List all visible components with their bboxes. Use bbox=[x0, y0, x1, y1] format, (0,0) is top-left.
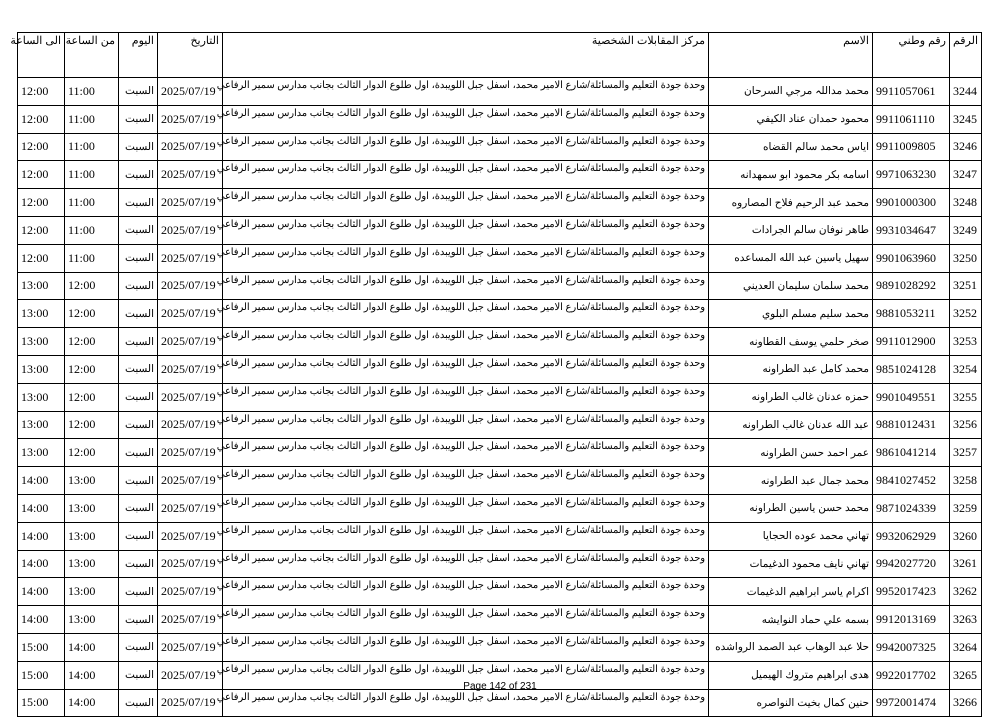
cell-name: عبد الله عدنان غالب الطراونه bbox=[709, 411, 873, 439]
cell-name: طاهر نوفان سالم الجرادات bbox=[709, 216, 873, 244]
cell-name: محمد سليم مسلم البلوي bbox=[709, 300, 873, 328]
table-row bbox=[18, 522, 982, 550]
table-row bbox=[18, 328, 982, 356]
cell-center: وحدة جودة التعليم والمسائلة/شارع الامير محمد، اسفل جبل اللويبدة، اول طلوع الدوار الثالث بجانب مدارس سمير الرفاعي bbox=[223, 133, 709, 161]
cell-no: 3259 bbox=[950, 494, 982, 522]
cell-no: 3258 bbox=[950, 467, 982, 495]
cell-name: عمر احمد حسن الطراونه bbox=[709, 439, 873, 467]
page-footer: Page 142 of 231 bbox=[463, 681, 537, 692]
cell-center: وحدة جودة التعليم والمسائلة/شارع الامير محمد، اسفل جبل اللويبدة، اول طلوع الدوار الثالث بجانب مدارس سمير الرفاعي bbox=[223, 216, 709, 244]
cell-to: 12:00 bbox=[18, 216, 65, 244]
cell-from: 12:00 bbox=[65, 300, 119, 328]
cell-day: السبت bbox=[119, 244, 158, 272]
cell-to: 13:00 bbox=[18, 383, 65, 411]
header-date: التاريخ bbox=[158, 33, 223, 78]
cell-center: وحدة جودة التعليم والمسائلة/شارع الامير محمد، اسفل جبل اللويبدة، اول طلوع الدوار الثالث بجانب مدارس سمير الرفاعي bbox=[223, 439, 709, 467]
cell-name: هدى ابراهيم متروك الهيميل bbox=[709, 661, 873, 689]
cell-to: 15:00 bbox=[18, 689, 65, 717]
cell-center: وحدة جودة التعليم والمسائلة/شارع الامير محمد، اسفل جبل اللويبدة، اول طلوع الدوار الثالث بجانب مدارس سمير الرفاعي bbox=[223, 606, 709, 634]
cell-from: 12:00 bbox=[65, 355, 119, 383]
cell-national-id: 9841027452 bbox=[873, 467, 950, 495]
cell-date: 2025/07/19 bbox=[158, 105, 223, 133]
cell-to: 12:00 bbox=[18, 244, 65, 272]
header-no: الرقم bbox=[950, 33, 982, 78]
cell-name: سهيل ياسين عبد الله المساعده bbox=[709, 244, 873, 272]
header-name: الاسم bbox=[709, 33, 873, 78]
cell-name: محمد عبد الرحيم فلاح المصاروه bbox=[709, 189, 873, 217]
cell-to: 12:00 bbox=[18, 133, 65, 161]
cell-from: 14:00 bbox=[65, 633, 119, 661]
cell-name: محمد مداللہ مرجي السرحان bbox=[709, 78, 873, 106]
cell-no: 3264 bbox=[950, 633, 982, 661]
cell-name: تهاني نايف محمود الدغيمات bbox=[709, 550, 873, 578]
table-row bbox=[18, 550, 982, 578]
cell-no: 3250 bbox=[950, 244, 982, 272]
cell-national-id: 9912013169 bbox=[873, 606, 950, 634]
cell-no: 3253 bbox=[950, 328, 982, 356]
cell-name: اكرام ياسر ابراهيم الدغيمات bbox=[709, 578, 873, 606]
cell-center: وحدة جودة التعليم والمسائلة/شارع الامير محمد، اسفل جبل اللويبدة، اول طلوع الدوار الثالث بجانب مدارس سمير الرفاعي bbox=[223, 161, 709, 189]
header-from: من الساعة bbox=[65, 33, 119, 78]
header-day: اليوم bbox=[119, 33, 158, 78]
cell-center: وحدة جودة التعليم والمسائلة/شارع الامير محمد، اسفل جبل اللويبدة، اول طلوع الدوار الثالث بجانب مدارس سمير الرفاعي bbox=[223, 633, 709, 661]
cell-from: 13:00 bbox=[65, 467, 119, 495]
cell-date: 2025/07/19 bbox=[158, 578, 223, 606]
cell-day: السبت bbox=[119, 78, 158, 106]
cell-date: 2025/07/19 bbox=[158, 244, 223, 272]
cell-from: 11:00 bbox=[65, 189, 119, 217]
cell-from: 11:00 bbox=[65, 133, 119, 161]
cell-to: 13:00 bbox=[18, 272, 65, 300]
cell-day: السبت bbox=[119, 383, 158, 411]
cell-no: 3256 bbox=[950, 411, 982, 439]
cell-name: محمد سلمان سليمان العديني bbox=[709, 272, 873, 300]
table-body bbox=[18, 78, 982, 717]
cell-day: السبت bbox=[119, 216, 158, 244]
table-row bbox=[18, 189, 982, 217]
cell-center: وحدة جودة التعليم والمسائلة/شارع الامير محمد، اسفل جبل اللويبدة، اول طلوع الدوار الثالث بجانب مدارس سمير الرفاعي bbox=[223, 355, 709, 383]
header-to: الى الساعة bbox=[18, 33, 65, 78]
cell-national-id: 9891028292 bbox=[873, 272, 950, 300]
cell-to: 12:00 bbox=[18, 78, 65, 106]
cell-from: 13:00 bbox=[65, 522, 119, 550]
cell-to: 12:00 bbox=[18, 161, 65, 189]
table-row bbox=[18, 633, 982, 661]
table-row bbox=[18, 606, 982, 634]
cell-date: 2025/07/19 bbox=[158, 272, 223, 300]
cell-date: 2025/07/19 bbox=[158, 606, 223, 634]
cell-name: حمزه عدنان غالب الطراونه bbox=[709, 383, 873, 411]
cell-to: 14:00 bbox=[18, 522, 65, 550]
table-row bbox=[18, 439, 982, 467]
cell-no: 3260 bbox=[950, 522, 982, 550]
cell-date: 2025/07/19 bbox=[158, 467, 223, 495]
cell-no: 3245 bbox=[950, 105, 982, 133]
cell-national-id: 9952017423 bbox=[873, 578, 950, 606]
cell-name: بسمه علي حماد النوايشه bbox=[709, 606, 873, 634]
cell-center: وحدة جودة التعليم والمسائلة/شارع الامير محمد، اسفل جبل اللويبدة، اول طلوع الدوار الثالث بجانب مدارس سمير الرفاعي bbox=[223, 494, 709, 522]
cell-from: 12:00 bbox=[65, 383, 119, 411]
cell-from: 14:00 bbox=[65, 661, 119, 689]
interview-schedule-table bbox=[10, 32, 982, 717]
cell-date: 2025/07/19 bbox=[158, 411, 223, 439]
cell-day: السبت bbox=[119, 161, 158, 189]
cell-no: 3249 bbox=[950, 216, 982, 244]
cell-to: 12:00 bbox=[18, 105, 65, 133]
cell-no: 3265 bbox=[950, 661, 982, 689]
cell-no: 3248 bbox=[950, 189, 982, 217]
table-row bbox=[18, 244, 982, 272]
cell-date: 2025/07/19 bbox=[158, 189, 223, 217]
cell-national-id: 9942027720 bbox=[873, 550, 950, 578]
cell-from: 13:00 bbox=[65, 606, 119, 634]
cell-name: اياس محمد سالم القضاه bbox=[709, 133, 873, 161]
cell-date: 2025/07/19 bbox=[158, 355, 223, 383]
cell-to: 15:00 bbox=[18, 633, 65, 661]
cell-center: وحدة جودة التعليم والمسائلة/شارع الامير محمد، اسفل جبل اللويبدة، اول طلوع الدوار الثالث بجانب مدارس سمير الرفاعي bbox=[223, 689, 709, 717]
cell-from: 11:00 bbox=[65, 161, 119, 189]
cell-no: 3246 bbox=[950, 133, 982, 161]
cell-date: 2025/07/19 bbox=[158, 78, 223, 106]
cell-center: وحدة جودة التعليم والمسائلة/شارع الامير محمد، اسفل جبل اللويبدة، اول طلوع الدوار الثالث بجانب مدارس سمير الرفاعي bbox=[223, 105, 709, 133]
table-row bbox=[18, 300, 982, 328]
table-row bbox=[18, 383, 982, 411]
cell-no: 3261 bbox=[950, 550, 982, 578]
cell-date: 2025/07/19 bbox=[158, 661, 223, 689]
cell-name: تهاني محمد عوده الحجايا bbox=[709, 522, 873, 550]
cell-center: وحدة جودة التعليم والمسائلة/شارع الامير محمد، اسفل جبل اللويبدة، اول طلوع الدوار الثالث بجانب مدارس سمير الرفاعي bbox=[223, 383, 709, 411]
cell-national-id: 9861041214 bbox=[873, 439, 950, 467]
cell-to: 14:00 bbox=[18, 467, 65, 495]
cell-from: 11:00 bbox=[65, 78, 119, 106]
header-center: مركز المقابلات الشخصية bbox=[223, 33, 709, 78]
cell-day: السبت bbox=[119, 578, 158, 606]
cell-national-id: 9971063230 bbox=[873, 161, 950, 189]
cell-center: وحدة جودة التعليم والمسائلة/شارع الامير محمد، اسفل جبل اللويبدة، اول طلوع الدوار الثالث بجانب مدارس سمير الرفاعي bbox=[223, 328, 709, 356]
cell-to: 13:00 bbox=[18, 411, 65, 439]
table-row bbox=[18, 133, 982, 161]
cell-name: محمود حمدان عناد الكيفي bbox=[709, 105, 873, 133]
cell-center: وحدة جودة التعليم والمسائلة/شارع الامير محمد، اسفل جبل اللويبدة، اول طلوع الدوار الثالث بجانب مدارس سمير الرفاعي bbox=[223, 244, 709, 272]
header-row bbox=[18, 33, 982, 78]
cell-date: 2025/07/19 bbox=[158, 216, 223, 244]
cell-center: وحدة جودة التعليم والمسائلة/شارع الامير محمد، اسفل جبل اللويبدة، اول طلوع الدوار الثالث بجانب مدارس سمير الرفاعي bbox=[223, 522, 709, 550]
cell-date: 2025/07/19 bbox=[158, 300, 223, 328]
cell-national-id: 9871024339 bbox=[873, 494, 950, 522]
cell-date: 2025/07/19 bbox=[158, 328, 223, 356]
cell-from: 14:00 bbox=[65, 689, 119, 717]
cell-no: 3257 bbox=[950, 439, 982, 467]
cell-national-id: 9901049551 bbox=[873, 383, 950, 411]
cell-name: محمد جمال عبد الطراونه bbox=[709, 467, 873, 495]
cell-date: 2025/07/19 bbox=[158, 550, 223, 578]
cell-date: 2025/07/19 bbox=[158, 439, 223, 467]
cell-to: 13:00 bbox=[18, 328, 65, 356]
table-row bbox=[18, 272, 982, 300]
cell-date: 2025/07/19 bbox=[158, 133, 223, 161]
cell-to: 14:00 bbox=[18, 578, 65, 606]
cell-from: 13:00 bbox=[65, 578, 119, 606]
cell-center: وحدة جودة التعليم والمسائلة/شارع الامير محمد، اسفل جبل اللويبدة، اول طلوع الدوار الثالث بجانب مدارس سمير الرفاعي bbox=[223, 467, 709, 495]
cell-date: 2025/07/19 bbox=[158, 161, 223, 189]
table-row bbox=[18, 105, 982, 133]
cell-day: السبت bbox=[119, 661, 158, 689]
cell-from: 11:00 bbox=[65, 244, 119, 272]
cell-date: 2025/07/19 bbox=[158, 689, 223, 717]
cell-date: 2025/07/19 bbox=[158, 633, 223, 661]
cell-name: حنين كمال بخيت النواصره bbox=[709, 689, 873, 717]
cell-day: السبت bbox=[119, 689, 158, 717]
cell-national-id: 9881053211 bbox=[873, 300, 950, 328]
cell-no: 3262 bbox=[950, 578, 982, 606]
cell-no: 3251 bbox=[950, 272, 982, 300]
cell-name: محمد حسن ياسين الطراونه bbox=[709, 494, 873, 522]
cell-from: 12:00 bbox=[65, 328, 119, 356]
cell-center: وحدة جودة التعليم والمسائلة/شارع الامير محمد، اسفل جبل اللويبدة، اول طلوع الدوار الثالث بجانب مدارس سمير الرفاعي bbox=[223, 411, 709, 439]
cell-center: وحدة جودة التعليم والمسائلة/شارع الامير محمد، اسفل جبل اللويبدة، اول طلوع الدوار الثالث بجانب مدارس سمير الرفاعي bbox=[223, 550, 709, 578]
cell-name: صخر حلمي يوسف القطاونه bbox=[709, 328, 873, 356]
cell-from: 12:00 bbox=[65, 272, 119, 300]
cell-national-id: 9911009805 bbox=[873, 133, 950, 161]
cell-day: السبت bbox=[119, 189, 158, 217]
cell-from: 12:00 bbox=[65, 439, 119, 467]
header-national-id: رقم وطني bbox=[873, 33, 950, 78]
cell-day: السبت bbox=[119, 439, 158, 467]
cell-national-id: 9901000300 bbox=[873, 189, 950, 217]
cell-no: 3255 bbox=[950, 383, 982, 411]
cell-no: 3252 bbox=[950, 300, 982, 328]
cell-day: السبت bbox=[119, 355, 158, 383]
cell-to: 15:00 bbox=[18, 661, 65, 689]
cell-center: وحدة جودة التعليم والمسائلة/شارع الامير محمد، اسفل جبل اللويبدة، اول طلوع الدوار الثالث بجانب مدارس سمير الرفاعي bbox=[223, 272, 709, 300]
cell-from: 13:00 bbox=[65, 494, 119, 522]
cell-date: 2025/07/19 bbox=[158, 522, 223, 550]
cell-no: 3266 bbox=[950, 689, 982, 717]
cell-center: وحدة جودة التعليم والمسائلة/شارع الامير محمد، اسفل جبل اللويبدة، اول طلوع الدوار الثالث بجانب مدارس سمير الرفاعي bbox=[223, 578, 709, 606]
table-row bbox=[18, 78, 982, 106]
cell-national-id: 9931034647 bbox=[873, 216, 950, 244]
cell-from: 11:00 bbox=[65, 105, 119, 133]
cell-center: وحدة جودة التعليم والمسائلة/شارع الامير محمد، اسفل جبل اللويبدة، اول طلوع الدوار الثالث بجانب مدارس سمير الرفاعي bbox=[223, 300, 709, 328]
table-row bbox=[18, 411, 982, 439]
cell-day: السبت bbox=[119, 300, 158, 328]
cell-to: 12:00 bbox=[18, 189, 65, 217]
cell-to: 13:00 bbox=[18, 439, 65, 467]
cell-to: 14:00 bbox=[18, 550, 65, 578]
cell-no: 3254 bbox=[950, 355, 982, 383]
cell-no: 3244 bbox=[950, 78, 982, 106]
cell-national-id: 9932062929 bbox=[873, 522, 950, 550]
cell-center: وحدة جودة التعليم والمسائلة/شارع الامير محمد، اسفل جبل اللويبدة، اول طلوع الدوار الثالث بجانب مدارس سمير الرفاعي bbox=[223, 661, 709, 689]
schedule-sheet bbox=[10, 32, 981, 717]
cell-national-id: 9972001474 bbox=[873, 689, 950, 717]
cell-no: 3247 bbox=[950, 161, 982, 189]
cell-to: 13:00 bbox=[18, 355, 65, 383]
table-row bbox=[18, 578, 982, 606]
cell-date: 2025/07/19 bbox=[158, 494, 223, 522]
cell-day: السبت bbox=[119, 522, 158, 550]
cell-to: 14:00 bbox=[18, 494, 65, 522]
cell-from: 13:00 bbox=[65, 550, 119, 578]
cell-national-id: 9881012431 bbox=[873, 411, 950, 439]
cell-day: السبت bbox=[119, 272, 158, 300]
table-row bbox=[18, 216, 982, 244]
cell-day: السبت bbox=[119, 328, 158, 356]
cell-date: 2025/07/19 bbox=[158, 383, 223, 411]
cell-national-id: 9942007325 bbox=[873, 633, 950, 661]
cell-name: حلا عبد الوهاب عبد الصمد الرواشده bbox=[709, 633, 873, 661]
cell-day: السبت bbox=[119, 133, 158, 161]
cell-name: اسامه بكر محمود ابو سمهدانه bbox=[709, 161, 873, 189]
cell-from: 12:00 bbox=[65, 411, 119, 439]
cell-day: السبت bbox=[119, 467, 158, 495]
table-row bbox=[18, 689, 982, 717]
cell-day: السبت bbox=[119, 550, 158, 578]
cell-to: 14:00 bbox=[18, 606, 65, 634]
cell-center: وحدة جودة التعليم والمسائلة/شارع الامير محمد، اسفل جبل اللويبدة، اول طلوع الدوار الثالث بجانب مدارس سمير الرفاعي bbox=[223, 189, 709, 217]
cell-day: السبت bbox=[119, 494, 158, 522]
cell-center: وحدة جودة التعليم والمسائلة/شارع الامير محمد، اسفل جبل اللويبدة، اول طلوع الدوار الثالث بجانب مدارس سمير الرفاعي bbox=[223, 78, 709, 106]
cell-to: 13:00 bbox=[18, 300, 65, 328]
table-row bbox=[18, 161, 982, 189]
table-row bbox=[18, 494, 982, 522]
cell-national-id: 9922017702 bbox=[873, 661, 950, 689]
table-row bbox=[18, 355, 982, 383]
cell-day: السبت bbox=[119, 411, 158, 439]
cell-national-id: 9911061110 bbox=[873, 105, 950, 133]
cell-national-id: 9851024128 bbox=[873, 355, 950, 383]
cell-national-id: 9911057061 bbox=[873, 78, 950, 106]
cell-no: 3263 bbox=[950, 606, 982, 634]
cell-day: السبت bbox=[119, 105, 158, 133]
cell-from: 11:00 bbox=[65, 216, 119, 244]
cell-national-id: 9911012900 bbox=[873, 328, 950, 356]
cell-name: محمد كامل عبد الطراونه bbox=[709, 355, 873, 383]
table-row bbox=[18, 467, 982, 495]
cell-national-id: 9901063960 bbox=[873, 244, 950, 272]
cell-day: السبت bbox=[119, 606, 158, 634]
cell-day: السبت bbox=[119, 633, 158, 661]
